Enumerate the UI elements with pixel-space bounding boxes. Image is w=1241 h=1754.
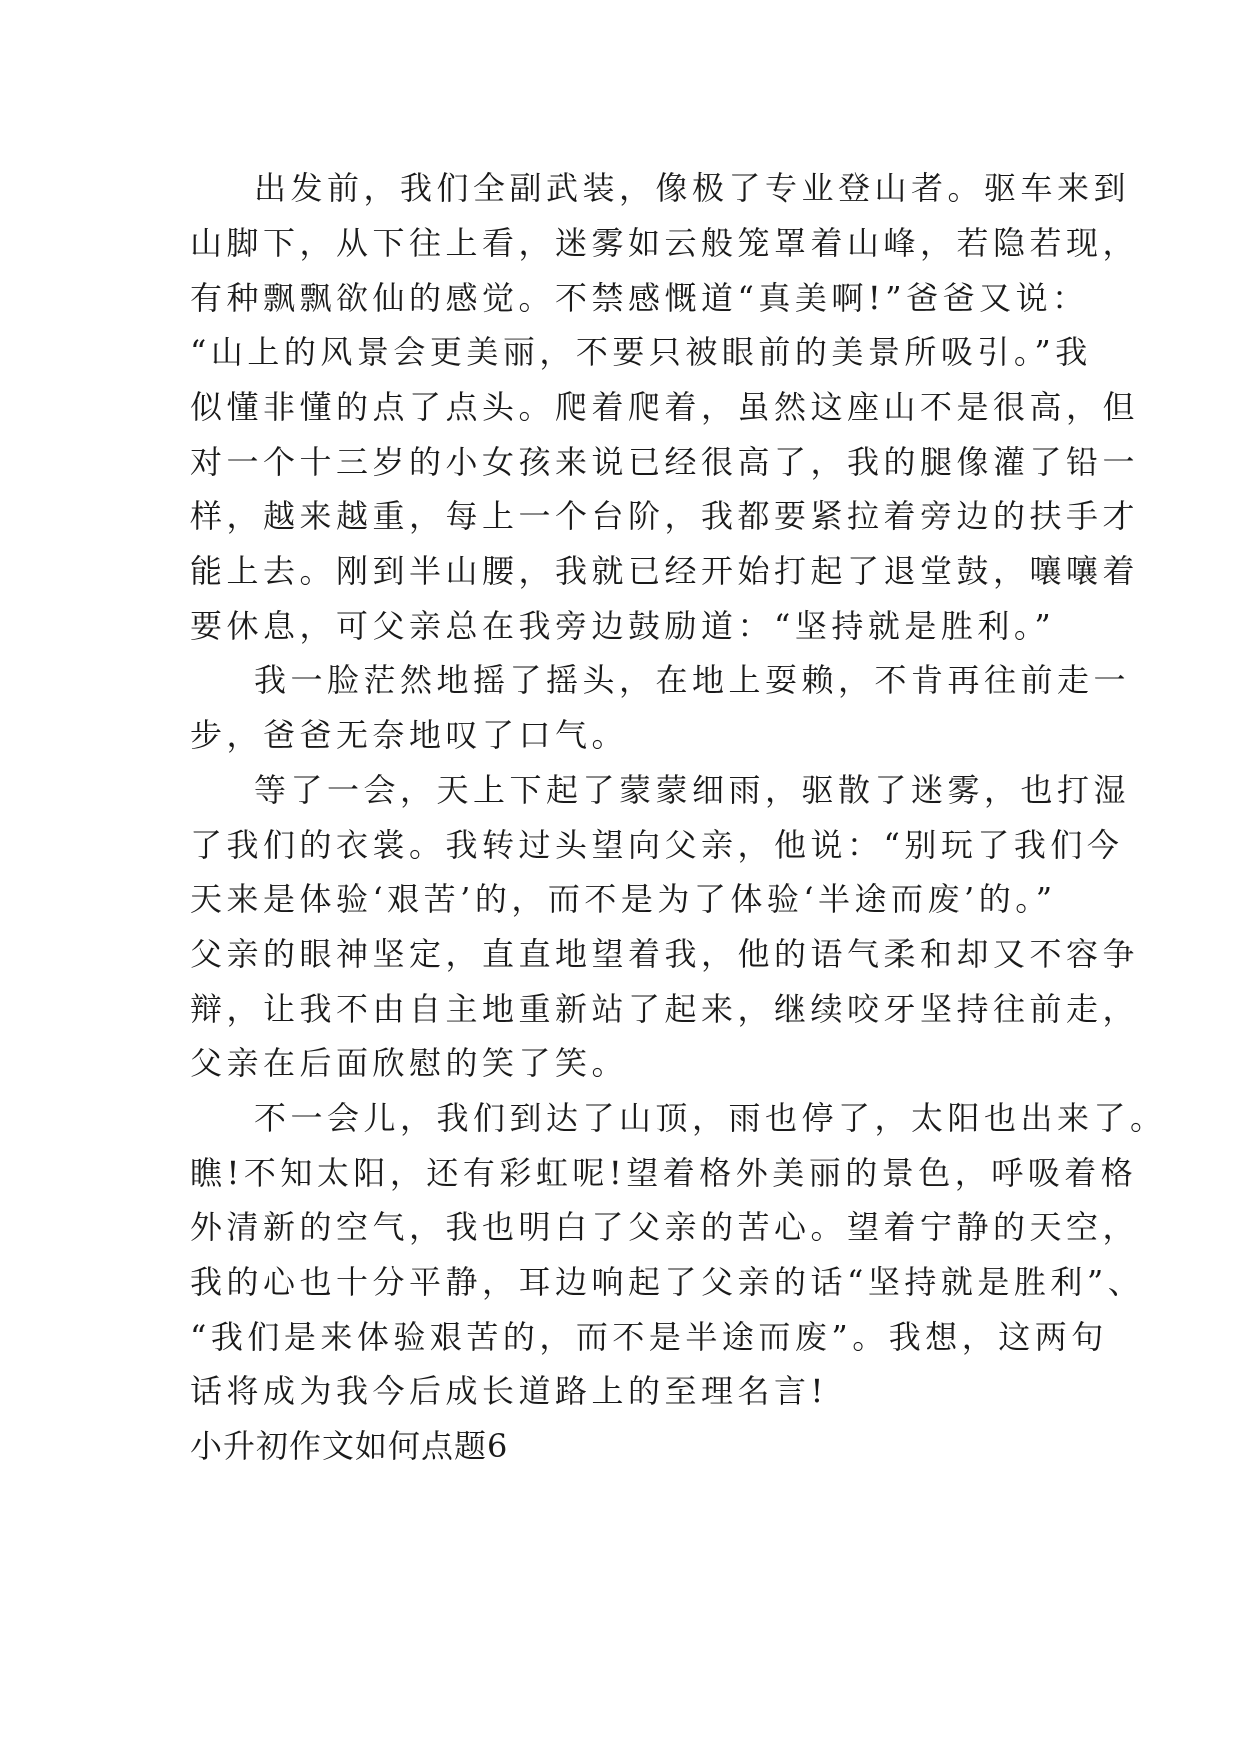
paragraph-4-line-5: “我们是来体验艰苦的，而不是半途而废”。我想，这两句 — [190, 1318, 1108, 1356]
paragraph-3-line-1: 等了一会，天上下起了蒙蒙细雨，驱散了迷雾，也打湿 — [254, 771, 1131, 809]
paragraph-1-line-3: 有种飘飘欲仙的感觉。不禁感慨道“真美啊!”爸爸又说： — [190, 279, 1089, 317]
paragraph-3-line-6: 父亲在后面欣慰的笑了笑。 — [190, 1044, 629, 1082]
paragraph-4-line-1: 不一会儿，我们到达了山顶，雨也停了，太阳也出来了。 — [254, 1099, 1167, 1137]
paragraph-1-line-4: “山上的风景会更美丽，不要只被眼前的美景所吸引。”我 — [190, 333, 1092, 371]
paragraph-3-line-4: 父亲的眼神坚定，直直地望着我，他的语气柔和却又不容争 — [190, 935, 1140, 973]
paragraph-1-line-5: 似懂非懂的点了点头。爬着爬着，虽然这座山不是很高，但 — [190, 388, 1140, 426]
paragraph-4-line-6: 话将成为我今后成长道路上的至理名言! — [190, 1372, 828, 1410]
paragraph-1-line-7: 样，越来越重，每上一个台阶，我都要紧拉着旁边的扶手才 — [190, 497, 1140, 535]
paragraph-3-line-5: 辩，让我不由自主地重新站了起来，继续咬牙坚持往前走， — [190, 990, 1140, 1028]
paragraph-3-line-3: 天来是体验‘艰苦’的，而不是为了体验‘半途而废’的。” — [190, 880, 1057, 918]
paragraph-4-line-4: 我的心也十分平静，耳边响起了父亲的话“坚持就是胜利”、 — [190, 1263, 1145, 1301]
paragraph-1-line-8: 能上去。刚到半山腰，我就已经开始打起了退堂鼓，嚷嚷着 — [190, 552, 1140, 590]
paragraph-1-line-2: 山脚下，从下往上看，迷雾如云般笼罩着山峰，若隐若现， — [190, 224, 1140, 262]
paragraph-1-line-9: 要休息，可父亲总在我旁边鼓励道：“坚持就是胜利。” — [190, 607, 1056, 645]
paragraph-2-line-1: 我一脸茫然地摇了摇头，在地上耍赖，不肯再往前走一 — [254, 661, 1131, 699]
section-heading: 小升初作文如何点题6 — [190, 1427, 509, 1465]
paragraph-3-line-2: 了我们的衣裳。我转过头望向父亲，他说：“别玩了我们今 — [190, 826, 1124, 864]
paragraph-2-line-2: 步，爸爸无奈地叹了口气。 — [190, 716, 629, 754]
paragraph-1-line-1: 出发前，我们全副武装，像极了专业登山者。驱车来到 — [254, 169, 1131, 207]
paragraph-4-line-2: 瞧!不知太阳，还有彩虹呢!望着格外美丽的景色，呼吸着格 — [190, 1154, 1138, 1192]
paragraph-1-line-6: 对一个十三岁的小女孩来说已经很高了，我的腿像灌了铅一 — [190, 443, 1140, 481]
paragraph-4-line-3: 外清新的空气，我也明白了父亲的苦心。望着宁静的天空， — [190, 1208, 1140, 1246]
